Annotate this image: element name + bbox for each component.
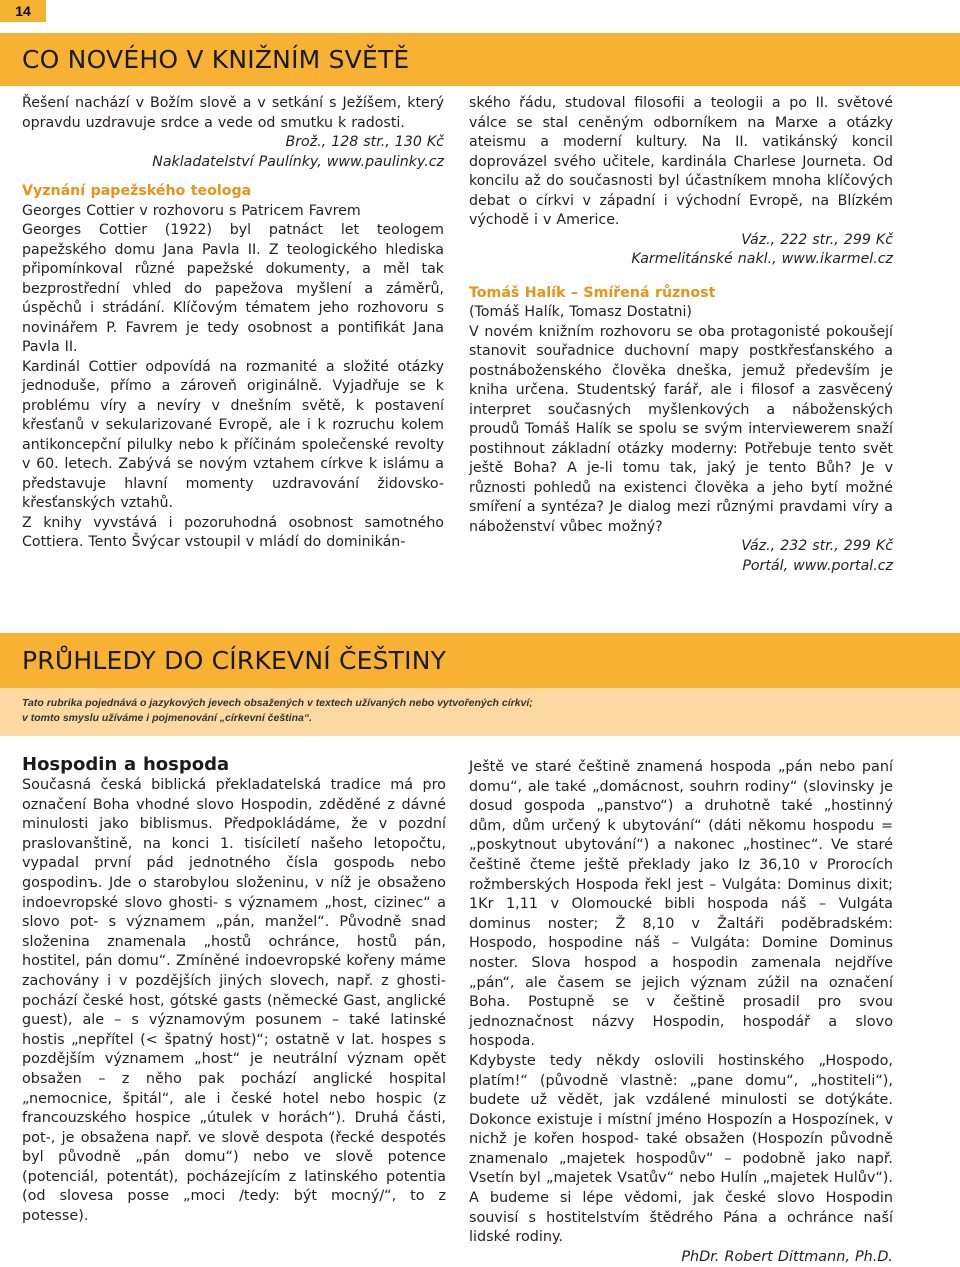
book2-author-line: Georges Cottier v rozhovoru s Patricem Favrem [22,202,361,219]
article-column-right [469,758,893,1267]
article-paragraph-2: Ještě ve staré češtině znamená hospoda „pán nebo paní domu“, ale také „domácnost, souhrn rodiny“ (slovinsky je dosud gospoda „panstvo“) a druhotně také „hostinný dům, dům určený k ubytování“ (dáti někomu hospodu = „poskytnout ubytování“) a nakonec „hostinec“. Ve staré češtině čteme ještě překlady jako Iz 36,10 v Prorocích rožmberských Hospoda řekl jest – Vulgáta: Dominus dixit; 1Kr 1,11 v Olomoucké bibli hospoda náš – Vulgáta dominus noster; Ž 8,10 v Žaltáři poděbradském: Hospodo, hospodine náš – Vulgáta: Domine Dominus noster. Slova hospod a hospodin zamenala nejdříve „pán“, ale časem se jejich význam zúžil na označení Boha. Postupně se v češtině prosadil pro svou jednoznačnost názvy Hospodin, hospodář a slovo hospoda. [469,759,893,1050]
intro-line-1: Tato rubrika pojednává o jazykových jevech obsažených v textech užívaných nebo vytvořených církví; [22,697,533,709]
section-intro [0,688,960,736]
book1-publisher: Nakladatelství Paulínky, www.paulinky.cz [152,153,444,170]
section-title-language: PRŮHLEDY DO CÍRKEVNÍ ČEŠTINY [0,633,960,688]
book2-publisher: Karmelitánské nakl., www.ikarmel.cz [631,251,893,267]
intro-line-2: v tomto smyslu užíváme i pojmenování „církevní čeština“. [22,712,313,724]
article-signature: PhDr. Robert Dittmann, Ph.D. [681,1248,893,1265]
article-title: Hospodin a hospoda [22,754,230,775]
article-column-left [22,754,446,1227]
section-title-books: CO NOVÉHO V KNIŽNÍM SVĚTĚ [0,33,960,86]
book3-paragraph: V novém knižním rozhovoru se oba protagonisté pokoušejí stanovit souřadnice duchovní mapy postkřesťanského a postnáboženského člověka dneška, jemuž především je kniha určena. Studentský farář, ale i filosof a zasvěcený interpret současných myšlenkových a náboženských proudů Tomáš Halík se spolu se svým interviewerem snaží postihnout základní otázky moderny: Potřebuje tento svět ještě Boha? A je-li tomu tak, jaký je tento Bůh? Je v různosti pohledů na existenci člověka a jeho bytí možné smíření a syntéza? Je dialog mezi různými pravdami víry a náboženství vůbec možný? [469,323,893,535]
article-paragraph-1: Současná česká biblická překladatelská tradice má pro označení Boha vhodné slovo Hospodin, zděděné z dávné minulosti jako biblismus. Předpokládáme, že v pozdní praslovanštině, na konci 1. tisíciletí našeho letopočtu, vypadal první pád jednotného čísla gospodь nebo gospodinъ. Jde o starobylou složeninu, v níž je obsaženo indoevropské slovo ghosti- s významem „host, cizinec“ a slovo pot- s významem „pán, manžel“. Původně snad složenina znamenala „hostů ochránce, hostů pán, hostitel, pán domu“. Zmíněné indoevropské kořeny máme zachovány i v pozdějších jiných slovech, např. z ghosti- pochází české host, gótské gasts (německé Gast, anglické guest), ale – s významovým posunem – také latinské hostis „nepřítel (< špatný host)“; ostatně v lat. hospes s pozdějším významem „host“ je neutrální význam opět obsažen – z něho pak pochází anglické hospital „nemocnice, špitál“, ale i české hotel nebo hospic (z francouzského hospice „útulek v horách“). Druhá části, pot-, je obsažena např. ve slově despota (řecké despotés byl původně „pán domu“) nebo ve slově potence (potenciál, potentát), pocházejícím z latinského potentia (od slovesa posse „moci /tedy: být mocný/“, to z potesse). [22,777,446,1225]
book2-paragraph-1: Georges Cottier (1922) byl patnáct let teologem papežského domu Jana Pavla II. Z teologického hlediska připomínkoval různé papežské dokumenty, a měl tak bezprostřední vhled do papežova myšlení a záměrů, úspěchů i strádání. Klíčovým tématem jeho rozhovoru s novinářem P. Favrem je tedy osobnost a pontifikát Jana Pavla II. [22,222,444,355]
book2-paragraph-4: ského řádu, studoval filosofii a teologii a po II. světové válce se stal ceněným odborníkem na Marxe a otázky ateismu a moderní kultury. Na II. vatikánský koncil doprovázel svého učitele, kardinála Charlese Journeta. Od koncilu až do současnosti byl účastníkem mnoha klíčových debat o církvi v západní i východní Evropě, na Blízkém východě i v Americe. [469,95,893,228]
book2-paragraph-2: Kardinál Cottier odpovídá na rozmanité a složité otázky jednoduše, přímo a zároveň originálně. Vyjadřuje se k problému víry a nevíry v dnešním světě, k postavení křesťanů v sekularizované Evropě, ale i k rozruchu kolem antikoncepční pilulky nebo k příčinám společenské revolty v 60. letech. Zabývá se novým vztahem církve k islámu a představuje hlavní momenty uzdravování židovsko-křesťanských vztahů. [22,358,444,511]
book1-price: Brož., 128 str., 130 Kč [285,134,444,150]
article-paragraph-3: Kdybyste tedy někdy oslovili hostinského „Hospodo, platím!“ (původně vlastně: „pane domu“, „hostiteli“), budete už vědět, jak vzdálené minulosti se dotýkáte. Dokonce existuje i místní jméno Hospozín a Hospozínek, v nichž je kořen hospod- také obsažen (Hospozín původně znamenalo „majetek hospodův“ – podobně jako např. Vsetín byl „majetek Vsatův“ nebo Hulín „majetek Hulův“). A budeme si lépe vědomi, jak české slovo Hospodin souvisí s hostitelstvím štědrého Pána a ochránce naší lidské rodiny. [469,1052,893,1246]
book1-text-end: Řešení nachází v Božím slově a v setkání s Ježíšem, který opravdu uzdravuje srdce a vede od smutku k radosti. [22,95,444,131]
book3-title: Tomáš Halík – Smířená různost [469,284,716,301]
book2-price: Váz., 222 str., 299 Kč [741,231,893,248]
book3-publisher: Portál, www.portal.cz [742,557,893,574]
book3-price: Váz., 232 str., 299 Kč [741,538,893,554]
books-column-right [469,94,893,576]
book2-title: Vyznání papežského teologa [22,183,252,199]
books-column-left [22,94,444,553]
book3-author-line: (Tomáš Halík, Tomasz Dostatni) [469,304,692,320]
page-number: 14 [0,0,46,22]
book2-paragraph-3: Z knihy vyvstává i pozoruhodná osobnost samotného Cottiera. Tento Švýcar vstoupil v mládí do dominikán- [22,514,444,550]
